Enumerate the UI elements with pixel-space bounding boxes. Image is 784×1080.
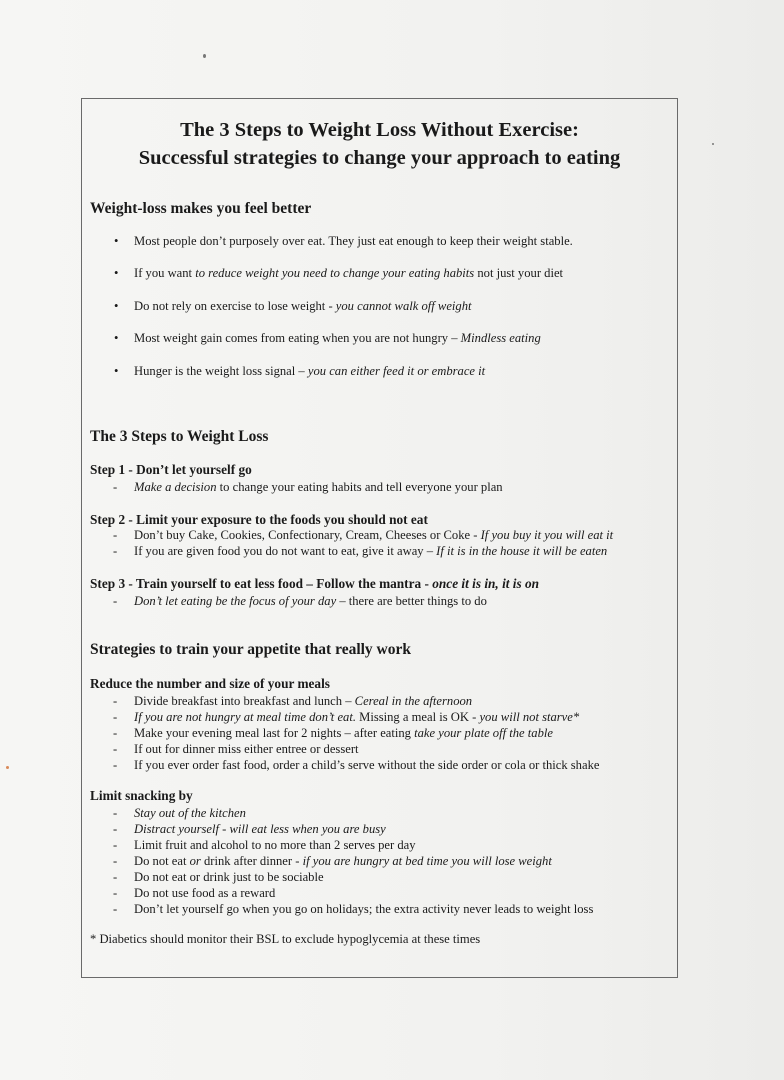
section-heading-feel-better: Weight-loss makes you feel better: [90, 200, 312, 217]
step-3-emphasis: Don’t let eating be the focus of your day: [134, 594, 337, 608]
dash-mark: -: [113, 528, 118, 542]
meals-line-3: [134, 726, 553, 741]
bullet-3-emphasis: you cannot walk off weight: [335, 299, 472, 313]
bullet-mark: •: [114, 331, 119, 345]
bullet-mark: •: [114, 364, 119, 378]
snacking-line-1-emphasis: Stay out of the kitchen: [134, 806, 246, 820]
snacking-line-5: Do not eat or drink just to be sociable: [134, 870, 324, 884]
dash-mark: -: [113, 544, 118, 558]
bullet-2-text: If you want: [134, 266, 196, 280]
bullet-item-2: [134, 266, 563, 281]
step-3-mantra: once it is in, it is on: [432, 576, 540, 591]
meals-line-4: If out for dinner miss either entree or dessert: [134, 742, 359, 756]
meals-line-5: If you ever order fast food, order a child’s serve without the side order or cola or thick shake: [134, 758, 600, 772]
step-2-title: Step 2 - Limit your exposure to the foods you should not eat: [90, 512, 428, 527]
snacking-line-1: [134, 806, 246, 821]
snacking-line-4-text-a: Do not eat: [134, 854, 190, 868]
bullet-2-text-end: not just your diet: [474, 266, 564, 280]
dash-mark: -: [113, 710, 118, 724]
snacking-line-4-text-c: drink after dinner -: [200, 854, 303, 868]
bullet-4-emphasis: Mindless eating: [460, 331, 541, 345]
title-line-2: Successful strategies to change your approach to eating: [138, 147, 621, 169]
step-1-emphasis: Make a decision: [134, 480, 217, 494]
step-2-line-2-emphasis: If it is in the house it will be eaten: [436, 544, 608, 558]
step-1-line: [134, 480, 503, 495]
step-3-text: – there are better things to do: [336, 594, 487, 608]
meals-line-2-text: Missing a meal is OK -: [355, 710, 480, 724]
meals-line-2: [134, 710, 579, 725]
meals-line-2-emphasis: If you are not hungry at meal time don’t eat.: [134, 710, 356, 724]
step-3-title: [90, 576, 539, 592]
step-2-line-2-text: If you are given food you do not want to eat, give it away –: [134, 544, 437, 558]
scan-speck: [6, 766, 9, 769]
step-2-line-1-text: Don’t buy Cake, Cookies, Confectionary, Cream, Cheeses or Coke -: [134, 528, 481, 542]
bullet-4-text: Most weight gain comes from eating when you are not hungry –: [134, 331, 461, 345]
dash-mark: -: [113, 902, 118, 916]
scan-speck: [203, 54, 206, 58]
bullet-item-1: [134, 234, 573, 249]
bullet-5-text: Hunger is the weight loss signal –: [134, 364, 308, 378]
bullet-mark: •: [114, 266, 119, 280]
meals-line-1-emphasis: Cereal in the afternoon: [354, 694, 473, 708]
snacking-line-2-emphasis: Distract yourself - will eat less when you are busy: [134, 822, 386, 836]
snacking-heading: Limit snacking by: [90, 788, 193, 803]
snacking-line-7: Don’t let yourself go when you go on holidays; the extra activity never leads to weight loss: [134, 902, 594, 916]
bullet-1-text: Most people don’t purposely over eat. They just eat enough to keep their weight stable.: [134, 234, 573, 248]
bullet-item-4: [134, 331, 541, 346]
dash-mark: -: [113, 838, 118, 852]
dash-mark: -: [113, 758, 118, 772]
step-3-title-text: Step 3 - Train yourself to eat less food – Follow the mantra -: [90, 576, 433, 591]
bullet-3-text: Do not rely on exercise to lose weight -: [134, 299, 336, 313]
scan-speck: [712, 143, 714, 145]
meals-line-1: [134, 694, 472, 709]
dash-mark: -: [113, 480, 118, 494]
bullet-5-emphasis: you can either feed it or embrace it: [307, 364, 486, 378]
dash-mark: -: [113, 726, 118, 740]
title-line-1: The 3 Steps to Weight Loss Without Exercise:: [180, 119, 579, 141]
snacking-line-6: Do not use food as a reward: [134, 886, 276, 900]
step-2-line-2: [134, 544, 607, 559]
section-heading-strategies: Strategies to train your appetite that really work: [90, 641, 412, 658]
step-1-title: Step 1 - Don’t let yourself go: [90, 462, 252, 477]
step-2-line-1-emphasis: If you buy it you will eat it: [480, 528, 614, 542]
snacking-line-3: Limit fruit and alcohol to no more than 2 serves per day: [134, 838, 416, 852]
bullet-mark: •: [114, 299, 119, 313]
section-heading-3-steps: The 3 Steps to Weight Loss: [90, 428, 269, 445]
meals-line-1-text: Divide breakfast into breakfast and lunch –: [134, 694, 355, 708]
snacking-line-2: [134, 822, 386, 837]
snacking-line-4: [134, 854, 552, 869]
bullet-mark: •: [114, 234, 119, 248]
dash-mark: -: [113, 694, 118, 708]
snacking-line-4-emphasis: if you are hungry at bed time you will lose weight: [302, 854, 552, 868]
bullet-item-5: [134, 364, 485, 379]
meals-heading: Reduce the number and size of your meals: [90, 676, 330, 691]
step-2-line-1: [134, 528, 613, 543]
document-title: [81, 116, 678, 172]
footnote: * Diabetics should monitor their BSL to exclude hypoglycemia at these times: [90, 932, 481, 946]
step-3-line: [134, 594, 487, 609]
dash-mark: -: [113, 822, 118, 836]
bullet-2-emphasis: to reduce weight you need to change your eating habits: [195, 266, 475, 280]
dash-mark: -: [113, 806, 118, 820]
dash-mark: -: [113, 886, 118, 900]
dash-mark: -: [113, 870, 118, 884]
dash-mark: -: [113, 854, 118, 868]
meals-line-3-emphasis: take your plate off the table: [414, 726, 553, 740]
dash-mark: -: [113, 594, 118, 608]
meals-line-3-text: Make your evening meal last for 2 nights – after eating: [134, 726, 415, 740]
dash-mark: -: [113, 742, 118, 756]
meals-line-2-emphasis-end: you will not starve*: [479, 710, 580, 724]
step-1-text: to change your eating habits and tell everyone your plan: [216, 480, 503, 494]
snacking-line-4-or: or: [189, 854, 201, 868]
bullet-item-3: [134, 299, 472, 314]
